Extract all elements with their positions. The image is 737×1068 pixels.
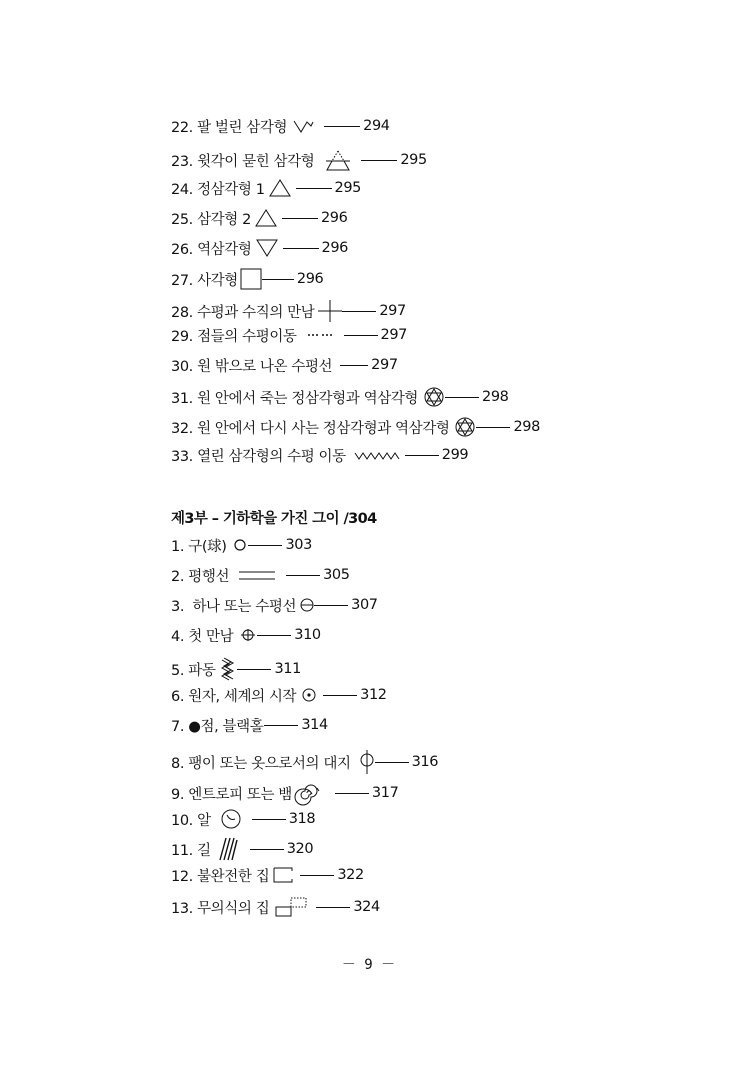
entry-text: 33. 열린 삼각형의 수평 이동 xyxy=(171,448,346,465)
page-ref: 294 xyxy=(363,118,390,134)
entry-text: 7. ●점, 블랙홀 xyxy=(171,718,264,735)
open-arms-triangle-icon xyxy=(293,119,317,133)
leader-line xyxy=(282,218,318,219)
page-ref: 314 xyxy=(301,717,328,733)
leader-line xyxy=(237,669,271,670)
entry-text: 28. 수평과 수직의 만남 xyxy=(171,304,315,321)
toc-entry-p3-11 xyxy=(171,837,313,861)
page-number: － 9 － xyxy=(341,957,396,973)
entry-text: 23. 윗각이 묻힌 삼각형 xyxy=(171,153,315,170)
page-ref: 296 xyxy=(296,271,324,287)
toc-entry-33 xyxy=(171,443,468,467)
toc-entry-p3-9 xyxy=(171,781,398,805)
small-circle-icon xyxy=(234,539,246,551)
leader-line xyxy=(445,397,479,398)
egg-circle-icon xyxy=(221,809,241,829)
leader-line xyxy=(361,160,397,161)
leader-line xyxy=(335,793,369,794)
entry-text: 4. 첫 만남 xyxy=(171,628,234,645)
toc-entry-24 xyxy=(171,176,361,200)
leader-line xyxy=(248,545,282,546)
wave-stack-icon xyxy=(221,657,235,681)
toc-entry-22 xyxy=(171,114,390,138)
entry-text: 6. 원자, 세계의 시작 xyxy=(171,688,297,705)
page-ref: 297 xyxy=(380,327,408,343)
two-boxes-icon xyxy=(275,897,307,917)
entry-text: 24. 정삼각형 1 xyxy=(171,181,265,198)
leader-line xyxy=(283,248,319,249)
page-ref: 299 xyxy=(441,447,469,463)
toc-entry-p3-4 xyxy=(171,623,321,647)
page-ref: 318 xyxy=(288,811,316,827)
leader-line xyxy=(250,849,284,850)
hexagram-in-circle-icon xyxy=(455,417,475,437)
toc-entry-p3-2 xyxy=(171,563,350,587)
leader-line xyxy=(323,695,357,696)
leader-line xyxy=(340,365,368,366)
page-ref: 295 xyxy=(400,152,427,168)
toc-entry-26 xyxy=(171,236,348,260)
leader-line xyxy=(405,455,439,456)
leader-line xyxy=(252,819,286,820)
leader-line xyxy=(300,875,334,876)
page-ref: 324 xyxy=(353,899,380,915)
diagonal-lines-icon xyxy=(219,837,237,861)
leader-line xyxy=(342,311,376,312)
page-ref: 295 xyxy=(334,180,362,196)
triangle-icon xyxy=(269,179,291,197)
toc-entry-31 xyxy=(171,385,509,409)
circle-dot-icon xyxy=(302,688,316,702)
entry-text: 25. 삼각형 2 xyxy=(171,211,251,228)
entry-text: 27. 사각형 xyxy=(171,272,238,289)
parallel-lines-icon xyxy=(239,569,275,581)
page-ref: 312 xyxy=(360,687,387,703)
entry-text: 9. 엔트로피 또는 뱀 xyxy=(171,786,292,803)
hexagram-in-circle-icon xyxy=(424,387,444,407)
toc-entry-p3-7 xyxy=(171,713,328,737)
page-ref: 311 xyxy=(274,661,301,677)
leader-line xyxy=(324,126,360,127)
toc-entry-p3-5 xyxy=(171,657,301,681)
page-ref: 296 xyxy=(321,240,348,256)
leader-line xyxy=(476,427,510,428)
leader-line xyxy=(262,279,294,280)
page-ref: 298 xyxy=(482,389,509,405)
leader-line xyxy=(286,575,320,576)
page-ref: 307 xyxy=(351,597,378,613)
toc-entry-30 xyxy=(171,353,398,377)
toc-entry-29 xyxy=(171,323,407,347)
inverted-triangle-icon xyxy=(256,239,278,257)
toc-entry-28 xyxy=(171,299,406,323)
circle-vertical-line-icon xyxy=(359,750,375,774)
entry-text: 29. 점들의 수평이동 xyxy=(171,328,297,345)
toc-entry-25 xyxy=(171,206,347,230)
entry-text: 30. 원 밖으로 나온 수평선 xyxy=(171,358,333,375)
toc-entry-23 xyxy=(171,148,427,172)
incomplete-box-icon xyxy=(273,867,293,883)
page-ref: 297 xyxy=(379,303,406,319)
cross-icon xyxy=(318,300,342,322)
leader-line xyxy=(264,725,298,726)
section-heading: 제3부 – 기하학을 가진 그이 /304 xyxy=(171,511,377,527)
page-ref: 296 xyxy=(320,210,348,226)
entry-text: 32. 원 안에서 다시 사는 정삼각형과 역삼각형 xyxy=(171,420,450,437)
toc-entry-p3-1 xyxy=(171,533,312,557)
page-ref: 317 xyxy=(371,785,399,801)
toc-entry-p3-10 xyxy=(171,807,315,831)
entry-text: 5. 파동 xyxy=(171,662,216,679)
square-icon xyxy=(240,268,262,290)
toc-entry-p3-6 xyxy=(171,683,387,707)
page-ref: 297 xyxy=(371,357,398,373)
spiral-icon xyxy=(296,782,320,804)
circle-horizontal-line-icon xyxy=(300,598,314,612)
entry-text: 8. 팽이 또는 옷으로서의 대지 xyxy=(171,755,351,772)
entry-text: 3. 하나 또는 수평선 xyxy=(171,598,297,615)
toc-entry-p3-8 xyxy=(171,750,438,774)
toc-entry-27 xyxy=(171,267,323,291)
leader-line xyxy=(375,762,409,763)
toc-entry-p3-13 xyxy=(171,895,380,919)
page-ref: 305 xyxy=(323,567,350,583)
leader-line xyxy=(257,635,291,636)
leader-line xyxy=(314,605,348,606)
entry-text: 2. 평행선 xyxy=(171,568,230,585)
entry-text: 12. 불완전한 집 xyxy=(171,868,270,885)
leader-line xyxy=(344,335,378,336)
page-ref: 303 xyxy=(285,537,312,553)
circle-cross-icon xyxy=(241,628,255,642)
page-ref: 322 xyxy=(337,867,364,883)
entry-text: 31. 원 안에서 죽는 정삼각형과 역삼각형 xyxy=(171,390,419,407)
triangle-icon xyxy=(255,209,277,227)
page-ref: 320 xyxy=(286,841,314,857)
page-ref: 298 xyxy=(513,419,540,435)
entry-text: 1. 구(球) xyxy=(171,538,227,555)
entry-text: 26. 역삼각형 xyxy=(171,241,252,258)
toc-entry-32 xyxy=(171,415,540,439)
entry-text: 10. 알 xyxy=(171,812,211,829)
entry-text: 22. 팔 벌린 삼각형 xyxy=(171,119,288,136)
page-ref: 316 xyxy=(411,754,439,770)
entry-text: 13. 무의식의 집 xyxy=(171,900,270,917)
leader-line xyxy=(296,188,332,189)
page-ref: 310 xyxy=(294,627,321,643)
zigzag-wave-icon xyxy=(354,450,400,460)
entry-text: 11. 길 xyxy=(171,842,211,859)
toc-entry-p3-12 xyxy=(171,863,364,887)
buried-apex-triangle-icon xyxy=(324,149,352,171)
leader-line xyxy=(316,907,350,908)
toc-entry-p3-3 xyxy=(171,593,378,617)
dotted-line-icon xyxy=(307,332,331,338)
